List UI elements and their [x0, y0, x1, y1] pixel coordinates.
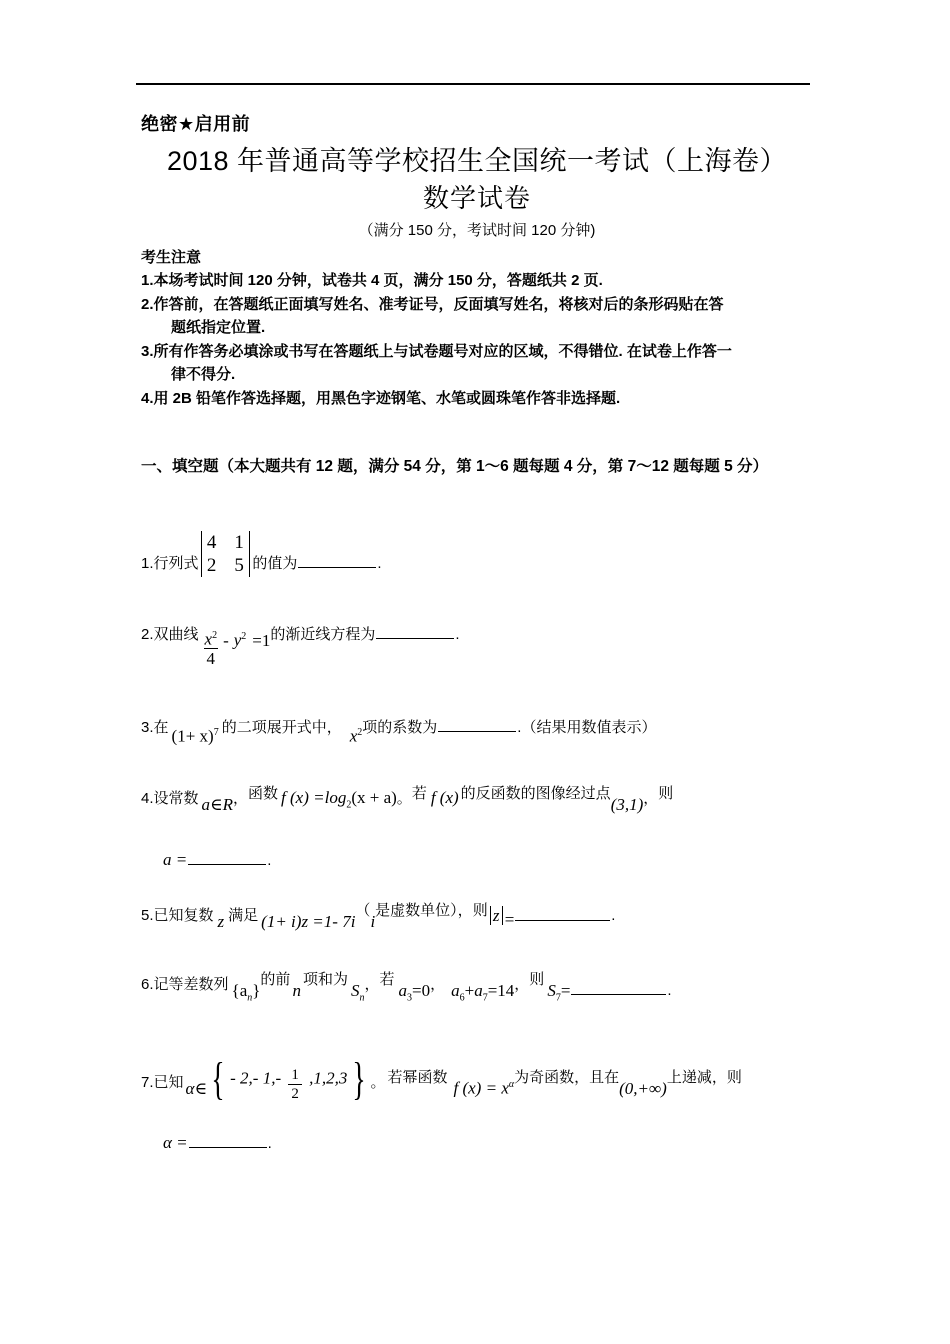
q4-number: 4.: [141, 790, 154, 808]
q4-fx: f (x): [430, 788, 459, 808]
q7-power-function-word: 若幂函数: [387, 1069, 448, 1087]
determinant-matrix: [201, 531, 251, 577]
numerator-exponent: 2: [212, 630, 218, 641]
q3-term: $x^2$: [349, 726, 363, 746]
q5-manzu: 满足: [228, 907, 259, 925]
cond2a-subscript: 6: [459, 992, 465, 1004]
notice-text: 用 2B 铅笔作答选择题，用黑色字迹钢笔、水笔或圆珠笔作答非选择题.: [153, 389, 621, 407]
question-1: [141, 522, 813, 574]
q5-equals: =: [504, 910, 515, 930]
log-base: 2: [346, 799, 352, 811]
section-heading-fill-in-blank: 一、填空题（本大题共有 12 题，满分 54 分，第 1～6 题每题 4 分，第 7～12 题每题 5 分）: [141, 458, 769, 475]
set-part-2: ,1,2,3: [309, 1068, 348, 1087]
matrix-cell: 2: [206, 555, 217, 576]
notice-text: 作答前，在答题纸正面填写姓名、准考证号，反面填写姓名，将核对后的条形码贴在答: [153, 295, 724, 313]
q6-number: 6.: [141, 976, 154, 994]
question-2: [141, 620, 813, 668]
q6-answer-blank: [571, 981, 666, 995]
q7-ze: 则: [726, 1069, 742, 1087]
term-exponent: 2: [357, 726, 363, 738]
question-7: [141, 1054, 813, 1155]
set-fraction-numerator: 1: [291, 1066, 299, 1083]
q5-i-symbol: i: [370, 912, 376, 932]
notice-heading: 考生注意: [141, 249, 202, 266]
question-3: [141, 714, 813, 746]
q4-lead-text: 设常数: [153, 790, 199, 808]
binomial-exponent: 7: [213, 726, 219, 738]
q6-condition-2: $a_6+a_7=14$: [451, 981, 515, 1004]
q7-lead-text: 已知: [153, 1074, 184, 1092]
q2-answer-blank: [376, 625, 454, 639]
q6-comma-3: ，: [514, 976, 530, 994]
q4-answer-blank: [188, 851, 266, 865]
document-content: [141, 112, 813, 1154]
q6-comma: ，: [364, 976, 380, 994]
notice-continuation: 律不得分.: [171, 366, 236, 383]
notice-number: 1.: [141, 272, 154, 289]
q5-paren-open: （: [355, 902, 371, 920]
q4-comma-2: ，: [643, 790, 659, 808]
q3-answer-blank: [438, 718, 516, 732]
abs-left-bar: [490, 906, 491, 925]
q6-condition-1: $a_3=0$: [398, 981, 431, 1004]
header-rule: [136, 83, 810, 85]
q1-lead-text: 行列式: [153, 555, 199, 572]
q7-qie-text: 且在: [589, 1069, 620, 1087]
left-curly-brace: {: [211, 1053, 225, 1105]
notice-text: 所有作答务必填涂或书写在答题纸上与试卷题号对应的区域，不得错位. 在试卷上作答一: [153, 342, 732, 360]
determinant-right-bar: [249, 531, 250, 577]
q6-xiang: 项和为: [302, 971, 348, 989]
q7-period: .: [267, 1135, 272, 1153]
q3-number: 3.: [141, 719, 154, 737]
abs-variable: z: [492, 905, 500, 925]
q6-period: .: [667, 982, 672, 1000]
q4-answer-variable: a =: [163, 849, 188, 869]
abs-right-bar: [502, 906, 503, 925]
notice-text: 本场考试时间 120 分钟，试卷共 4 页，满分 150 分，答题纸共 2 页.: [153, 272, 603, 289]
set-part-1: - 2,- 1,-: [230, 1068, 282, 1087]
sequence-subscript: n: [247, 992, 253, 1004]
q3-period: .: [517, 719, 522, 737]
q1-period: .: [377, 555, 382, 572]
q4-point: (3,1): [610, 795, 644, 815]
q3-tail-text: 项的系数为: [362, 719, 438, 737]
q7-answer-line: [141, 1133, 813, 1154]
q2-lead-text: 双曲线: [153, 625, 199, 643]
q4-comma: ，: [233, 790, 249, 808]
q2-number: 2.: [141, 625, 154, 643]
notice-number: 3.: [141, 342, 154, 360]
q3-lead-text: 在: [153, 719, 169, 737]
matrix-cell: 1: [234, 532, 244, 553]
q5-lead-text: 已知复数: [153, 907, 214, 925]
q1-number: 1.: [141, 555, 154, 572]
q7-circle-mark: 。: [370, 1074, 386, 1092]
q4-function-word: 函数: [248, 785, 279, 803]
notice-item: [141, 269, 813, 293]
q4-function-def: f $(x) =\log_2(x + a)$: [281, 788, 397, 811]
q6-sequence: $\{a_n\}$: [231, 981, 261, 1004]
q4-domain: a∈R: [201, 795, 233, 815]
notice-number: 2.: [141, 295, 154, 313]
q1-tail-text: 的值为: [252, 555, 298, 572]
q1-answer-blank: [298, 554, 376, 568]
q6-qian: 的前: [260, 971, 291, 989]
y-exponent: 2: [241, 631, 247, 642]
notice-item: [141, 293, 813, 340]
fraction-denominator: 4: [204, 648, 219, 668]
q4-ruo: 若: [411, 785, 427, 803]
function-exponent: α: [508, 1079, 515, 1091]
q4-mid-text: 的反函数的图像经过点: [460, 785, 611, 803]
q6-ze: 则: [529, 971, 545, 989]
question-6: [141, 971, 813, 1004]
q7-answer-blank: [189, 1134, 267, 1148]
q6-lead-text: 记等差数列: [153, 976, 229, 994]
notice-item: [141, 387, 813, 411]
q6-sum-symbol: $S_n$: [350, 981, 365, 1004]
sum-subscript: n: [359, 992, 365, 1004]
q5-equation: (1+ i)z =1- 7i: [261, 912, 356, 932]
q5-unit-text: 是虚数单位），: [375, 902, 473, 920]
q2-period: .: [455, 625, 460, 643]
set-fraction-one-half: [288, 1067, 302, 1104]
right-curly-brace: }: [352, 1053, 367, 1105]
answer-subscript: 7: [555, 992, 561, 1004]
notice-number: 4.: [141, 389, 154, 407]
q7-odd-text: 为奇函数，: [514, 1069, 590, 1087]
q7-interval: (0,+∞): [619, 1079, 667, 1099]
fraction-numerator: $x^2$: [204, 629, 218, 649]
confidential-notice: 绝密★启用前: [141, 114, 251, 134]
binomial-expression: $(1+ x)^7$: [171, 726, 219, 746]
cond1-subscript: 3: [406, 992, 412, 1004]
page-title: 2018 年普通高等学校招生全国统一考试（上海卷）: [166, 146, 788, 176]
q7-answer-variable: α =: [163, 1133, 188, 1153]
q7-alpha-membership: α∈: [185, 1079, 208, 1099]
q5-ze: 则: [472, 902, 488, 920]
matrix-cell: 5: [234, 555, 244, 576]
q2-y-term: $y^2$: [233, 630, 247, 650]
q6-answer-symbol: $S_7=$: [547, 981, 571, 1004]
matrix-cell: 4: [206, 532, 217, 553]
q4-answer-line: [141, 850, 813, 871]
fraction-x2-over-4: [202, 627, 221, 668]
q4-circle-mark: 。: [396, 790, 412, 808]
q5-number: 5.: [141, 907, 154, 925]
q7-number: 7.: [141, 1074, 154, 1092]
q2-minus-sign: -: [223, 630, 229, 650]
q6-n-variable: n: [292, 981, 301, 1001]
q5-absolute-value: [488, 906, 505, 926]
question-4: [141, 785, 813, 870]
q6-ruo: 若: [379, 971, 395, 989]
notice-continuation: 题纸指定位置.: [171, 319, 266, 336]
q2-tail-text: 的渐近线方程为: [270, 625, 376, 643]
question-5: [141, 901, 813, 932]
q3-mid-text: 的二项展开式中，: [221, 719, 342, 737]
notice-item: [141, 340, 813, 387]
set-elements: [229, 1061, 348, 1102]
cond2b-subscript: 7: [482, 992, 488, 1004]
notice-list: [141, 269, 813, 410]
page-subtitle: 数学试卷: [422, 183, 531, 213]
q6-comma-2: ，: [430, 976, 446, 994]
score-time-line: （满分 150 分，考试时间 120 分钟): [358, 222, 596, 239]
q3-note: （结果用数值表示）: [521, 719, 657, 737]
q7-decreasing-text: 上递减，: [666, 1069, 727, 1087]
set-fraction-denominator: 2: [288, 1084, 302, 1104]
q4-ze: 则: [658, 785, 674, 803]
q7-function-def: f $(x) = x^\alpha$: [453, 1079, 515, 1099]
q7-value-set: [207, 1053, 370, 1105]
q5-answer-blank: [515, 907, 610, 921]
q2-equals-one: =1: [252, 630, 271, 650]
q4-period: .: [267, 851, 272, 869]
q5-period: .: [611, 907, 616, 925]
q5-z-variable: z: [217, 912, 225, 932]
